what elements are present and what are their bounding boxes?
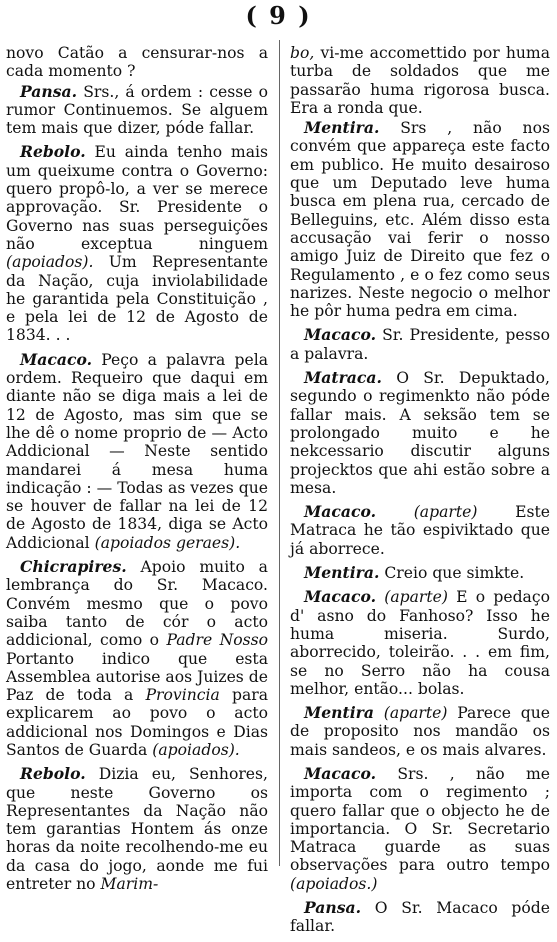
right-column <box>290 44 550 942</box>
speaker-name: Mentira. <box>304 118 380 138</box>
body-text: Portanto indico que esta Assemblea autorise aos Juizes de Paz de toda a <box>6 649 268 705</box>
dialogue-paragraph <box>6 558 268 759</box>
dialogue-paragraph <box>290 704 550 759</box>
body-text: Srs., á ordem : cesse o rumor Continuemos. Se alguem tem mais que dizer, póde fallar. <box>6 82 268 138</box>
page-number: ( 9 ) <box>245 1 312 30</box>
speaker-name: Macaco. <box>304 763 377 783</box>
speaker-name: Mentira. <box>304 563 380 583</box>
body-text: Eu ainda tenho mais um queixume contra o Governo: quero propô-lo, a ver se merece approvação. Sr. Presidente o Governo nas suas perseguições não exceptua ninguem <box>6 143 268 253</box>
speaker-name: Rebolo. <box>20 142 86 162</box>
body-text: Apoio muito a lembrança do Sr. Macaco. Convém mesmo que o povo saiba tanto de cór o acto addicional, como o <box>6 558 268 650</box>
speaker-name: Macaco. <box>304 325 377 345</box>
body-text: Peço a palavra pela ordem. Requeiro que daqui em diante não se diga mais a lei de 12 de Agosto, mas sim que se lhe dê o nome proprio de — Acto Addicional — Neste sentido mandarei á mesa huma indicação : — Todas as vezes que se houver de fallar na lei de 12 de Agosto de 1834, diga se Acto Addicional <box>6 350 268 552</box>
dialogue-paragraph <box>6 351 268 552</box>
dialogue-paragraph <box>6 83 268 138</box>
dialogue-paragraph <box>290 765 550 893</box>
dialogue-paragraph <box>290 326 550 363</box>
column-divider <box>279 40 280 866</box>
body-text: E o pedaço d' asno do Fanhoso? Isso he huma miseria. Surdo, aborrecido, toleirão. . . em fim, se no Serro não ha cousa melhor, então... bolas. <box>290 588 550 698</box>
body-text: para explicarem ao povo o acto addicional nos Domingos e Dias Santos de Guarda <box>6 686 268 759</box>
dialogue-paragraph <box>6 765 268 893</box>
speaker-name: Matraca. <box>304 368 382 388</box>
dialogue-paragraph <box>290 564 550 582</box>
speaker-name: Macaco. <box>304 587 377 607</box>
body-text: Sr. Presidente, pesso a palavra. <box>290 326 550 363</box>
italic-text: bo, <box>290 44 315 62</box>
speaker-name: Pansa. <box>20 81 78 101</box>
speaker-name: Chicrapires. <box>20 557 127 577</box>
body-text: Dizia eu, Senhores, que neste Governo os Representantes da Nação não tem garantias Hontem ás onze horas da noite recolhendo-me eu da casa do jogo, aonde me fui entreter no <box>6 765 268 894</box>
italic-text: Marim- <box>100 875 159 894</box>
italic-text: (aparte) <box>384 588 448 607</box>
italic-text: Padre Nosso <box>166 631 269 650</box>
dialogue-paragraph <box>290 44 550 117</box>
body-text: Este Matraca he tão espiviktado que já aborrece. <box>290 503 550 558</box>
speaker-name: Macaco. <box>20 349 93 369</box>
body-text: vi-me accomettido por huma turba de soldados que me passarão huma rigorosa busca. Era a ronda que. <box>290 44 550 117</box>
dialogue-paragraph <box>290 119 550 320</box>
body-text: O Sr. Macaco póde fallar. <box>290 899 550 936</box>
body-text: O Sr. Depuktado, segundo o regimenkto não póde fallar mais. A seksão tem se prolongado muito e he nekcessario discutir alguns projecktos que ahi estão sobre a mesa. <box>290 369 550 497</box>
left-column <box>6 44 268 899</box>
italic-text: (aparte) <box>383 704 448 723</box>
dialogue-paragraph <box>6 44 268 81</box>
dialogue-paragraph <box>290 588 550 698</box>
italic-text: (apoiados geraes). <box>94 533 241 552</box>
italic-text: (apoiados.) <box>290 874 378 893</box>
dialogue-paragraph <box>290 503 550 558</box>
speaker-name: Macaco. <box>304 502 377 522</box>
italic-text: Provincia <box>145 686 220 705</box>
body-text: Srs. , não me importa com o regimento ; quero fallar que o objecto he de importancia. O Sr. Secretario Matraca guarde as suas observações para outro tempo <box>290 764 550 875</box>
body-text: novo Catão a censurar-nos a cada momento ? <box>6 44 268 81</box>
body-text: Srs , não nos convém que appareça este facto em publico. He muito desairoso que um Deputado leve huma busca em plena rua, cercado de Belleguins, etc. Além disso esta accusação vai ferir o nosso amigo Juiz de Direito que fez o Regulamento , e o fez como seus narizes. Neste negocio o melhor he pôr huma pedra em cima. <box>290 119 550 321</box>
speaker-name: Pansa. <box>304 898 362 918</box>
dialogue-paragraph <box>290 899 550 936</box>
dialogue-paragraph <box>6 143 268 344</box>
body-text: Creio que simkte. <box>384 564 525 583</box>
italic-text: (apoiados). <box>6 253 94 272</box>
body-text: Parece que de proposito nos mandão os mais sandeos, e os mais alvares. <box>290 704 550 759</box>
speaker-name: Mentira <box>304 703 374 723</box>
dialogue-paragraph <box>290 369 550 497</box>
speaker-name: Rebolo. <box>20 764 86 784</box>
italic-text: (apoiados). <box>152 740 240 759</box>
italic-text: (aparte) <box>413 503 478 522</box>
body-text: Um Representante da Nação, cuja inviolabilidade he garantida pela Constituição , e pela lei de 12 de Agosto de 1834. . . <box>6 253 268 345</box>
